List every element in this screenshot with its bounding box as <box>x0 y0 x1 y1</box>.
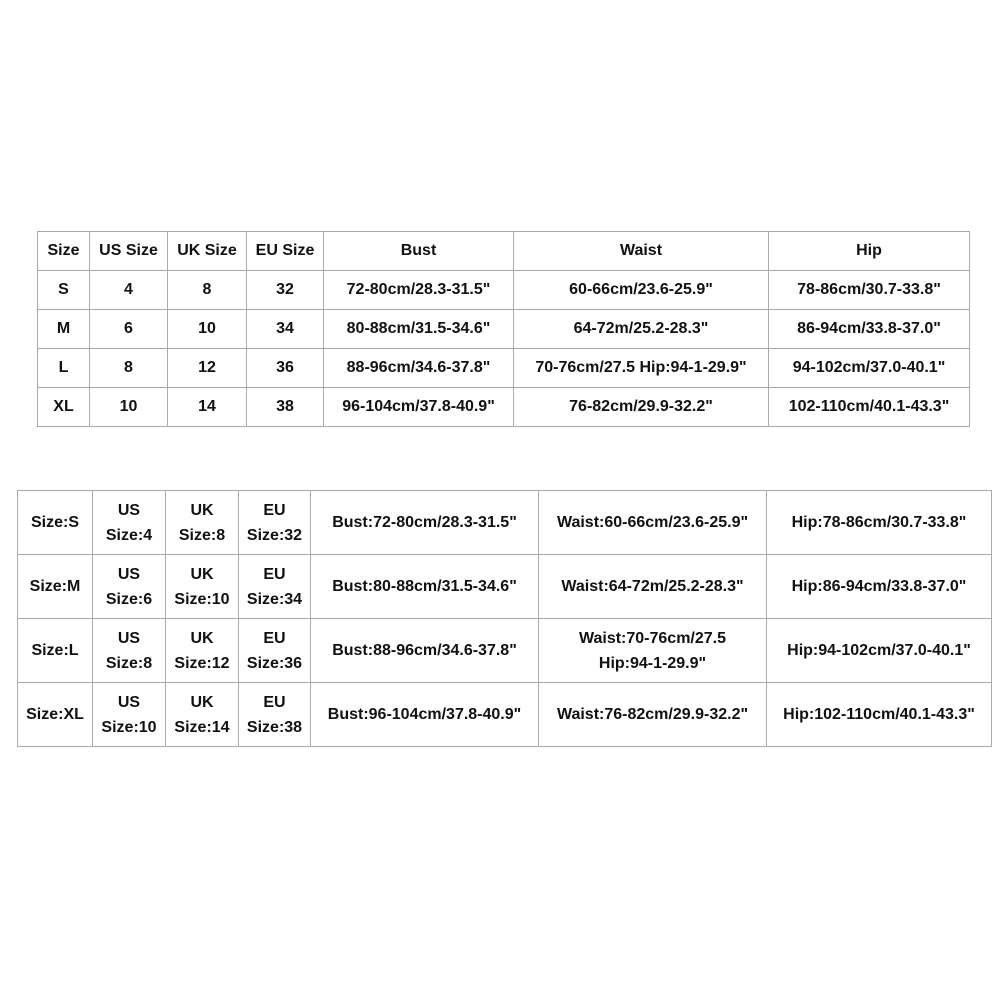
table-cell: 80-88cm/31.5-34.6" <box>324 310 514 349</box>
us-size-line: Size:4 <box>105 526 153 544</box>
column-header: Waist <box>514 232 769 271</box>
us-size-line: Size:10 <box>101 718 157 736</box>
table-cell: M <box>38 310 90 349</box>
table-cell: XL <box>38 388 90 427</box>
waist-line: Waist:64-72m/25.2-28.3" <box>561 578 744 595</box>
uk-size-cell <box>166 491 239 555</box>
uk-size-cell <box>166 555 239 619</box>
size-cell: Size:XL <box>18 683 93 747</box>
us-size-line: US <box>117 565 141 583</box>
uk-size-cell <box>166 683 239 747</box>
table-cell: 36 <box>247 349 324 388</box>
size-cell: Size:S <box>18 491 93 555</box>
table-cell: 8 <box>168 271 247 310</box>
uk-size-line: UK <box>190 629 214 647</box>
column-header: Hip <box>769 232 970 271</box>
table-cell: 14 <box>168 388 247 427</box>
table-row <box>18 491 992 555</box>
waist-cell <box>539 555 767 619</box>
table-cell: 94-102cm/37.0-40.1" <box>769 349 970 388</box>
table-cell: 64-72m/25.2-28.3" <box>514 310 769 349</box>
table-cell: 72-80cm/28.3-31.5" <box>324 271 514 310</box>
table-cell: 10 <box>90 388 168 427</box>
table-cell: 96-104cm/37.8-40.9" <box>324 388 514 427</box>
us-size-line: US <box>117 693 141 711</box>
eu-size-line: Size:32 <box>246 526 303 544</box>
uk-size-line: Size:14 <box>174 718 230 736</box>
hip-cell: Hip:94-102cm/37.0-40.1" <box>767 619 992 683</box>
eu-size-line: Size:38 <box>246 718 303 736</box>
us-size-line: Size:8 <box>105 654 153 672</box>
size-cell: Size:L <box>18 619 93 683</box>
column-header: Bust <box>324 232 514 271</box>
uk-size-line: Size:12 <box>174 654 230 672</box>
hip-cell: Hip:102-110cm/40.1-43.3" <box>767 683 992 747</box>
uk-size-cell <box>166 619 239 683</box>
waist-line: Waist:60-66cm/23.6-25.9" <box>556 514 749 531</box>
eu-size-line: Size:36 <box>246 654 303 672</box>
table-cell: 88-96cm/34.6-37.8" <box>324 349 514 388</box>
table-cell: 70-76cm/27.5 Hip:94-1-29.9" <box>514 349 769 388</box>
table-cell: 86-94cm/33.8-37.0" <box>769 310 970 349</box>
table-row <box>18 619 992 683</box>
us-size-line: US <box>117 629 141 647</box>
eu-size-cell <box>239 555 311 619</box>
eu-size-line: EU <box>263 693 286 711</box>
bust-cell: Bust:72-80cm/28.3-31.5" <box>311 491 539 555</box>
us-size-cell <box>93 491 166 555</box>
table-row <box>38 388 970 427</box>
waist-cell <box>539 491 767 555</box>
us-size-line: Size:6 <box>105 590 153 608</box>
eu-size-line: Size:34 <box>246 590 303 608</box>
size-chart-table-labeled <box>17 490 992 747</box>
table-row <box>38 349 970 388</box>
waist-line: Waist:70-76cm/27.5 <box>578 629 727 647</box>
us-size-cell <box>93 555 166 619</box>
table-row <box>18 683 992 747</box>
table-cell: L <box>38 349 90 388</box>
bust-cell: Bust:96-104cm/37.8-40.9" <box>311 683 539 747</box>
waist-cell <box>539 683 767 747</box>
uk-size-line: UK <box>190 565 214 583</box>
us-size-cell <box>93 619 166 683</box>
table-cell: 10 <box>168 310 247 349</box>
us-size-cell <box>93 683 166 747</box>
column-header: UK Size <box>168 232 247 271</box>
size-cell: Size:M <box>18 555 93 619</box>
table-cell: 8 <box>90 349 168 388</box>
table-cell: 102-110cm/40.1-43.3" <box>769 388 970 427</box>
us-size-line: US <box>117 501 141 519</box>
table-row <box>18 555 992 619</box>
waist-cell <box>539 619 767 683</box>
bust-cell: Bust:88-96cm/34.6-37.8" <box>311 619 539 683</box>
column-header: US Size <box>90 232 168 271</box>
eu-size-cell <box>239 683 311 747</box>
eu-size-cell <box>239 619 311 683</box>
hip-cell: Hip:86-94cm/33.8-37.0" <box>767 555 992 619</box>
table-cell: 38 <box>247 388 324 427</box>
bust-cell: Bust:80-88cm/31.5-34.6" <box>311 555 539 619</box>
table-header-row <box>38 232 970 271</box>
uk-size-line: UK <box>190 693 214 711</box>
uk-size-line: Size:8 <box>178 526 226 544</box>
size-chart-table-compact <box>37 231 970 427</box>
waist-line: Waist:76-82cm/29.9-32.2" <box>556 706 749 723</box>
table-cell: S <box>38 271 90 310</box>
eu-size-line: EU <box>263 565 286 583</box>
eu-size-line: EU <box>263 629 286 647</box>
table-cell: 32 <box>247 271 324 310</box>
eu-size-cell <box>239 491 311 555</box>
waist-line: Hip:94-1-29.9" <box>598 654 707 672</box>
table-cell: 34 <box>247 310 324 349</box>
eu-size-line: EU <box>263 501 286 519</box>
uk-size-line: UK <box>190 501 214 519</box>
uk-size-line: Size:10 <box>174 590 230 608</box>
hip-cell: Hip:78-86cm/30.7-33.8" <box>767 491 992 555</box>
table-row <box>38 271 970 310</box>
table-cell: 76-82cm/29.9-32.2" <box>514 388 769 427</box>
table-cell: 4 <box>90 271 168 310</box>
column-header: EU Size <box>247 232 324 271</box>
table-cell: 60-66cm/23.6-25.9" <box>514 271 769 310</box>
table-cell: 12 <box>168 349 247 388</box>
table-cell: 6 <box>90 310 168 349</box>
column-header: Size <box>38 232 90 271</box>
table-cell: 78-86cm/30.7-33.8" <box>769 271 970 310</box>
table-row <box>38 310 970 349</box>
